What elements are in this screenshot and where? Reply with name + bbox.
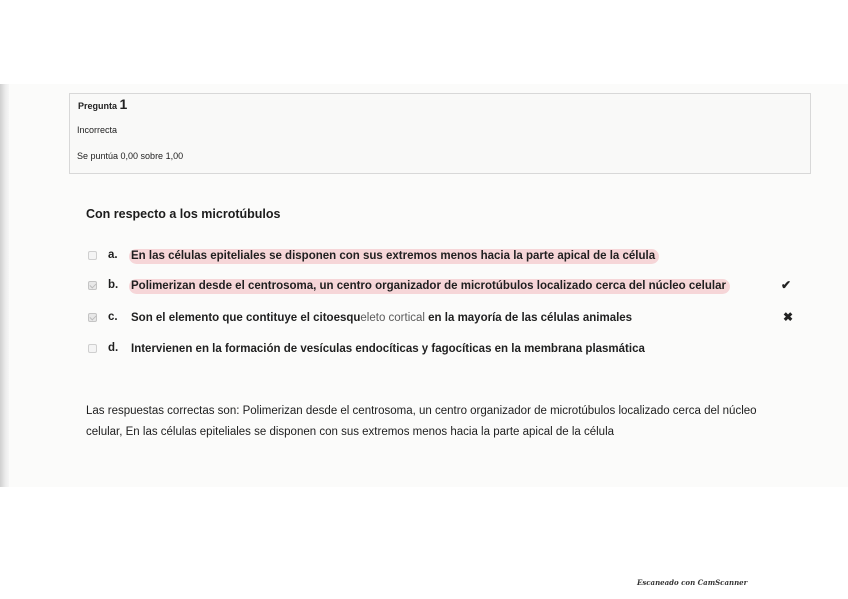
question-title bbox=[78, 96, 127, 112]
option-checkbox-c[interactable] bbox=[88, 313, 97, 322]
scanner-watermark: Escaneado con CamScanner bbox=[637, 578, 748, 587]
option-checkbox-a[interactable] bbox=[88, 251, 97, 260]
question-state: Incorrecta bbox=[77, 125, 118, 135]
question-label: Pregunta bbox=[78, 101, 118, 111]
option-text-part: Son el elemento que contituye el citoesqu bbox=[131, 312, 361, 324]
question-info-box bbox=[69, 93, 811, 174]
page-edge-shadow bbox=[0, 84, 9, 487]
option-text bbox=[129, 311, 636, 326]
answer-option-b[interactable] bbox=[88, 278, 808, 298]
check-icon: ✔ bbox=[781, 278, 792, 292]
option-text: Polimerizan desde el centrosoma, un centro organizador de microtúbulos localizado cerca del núcleo celular bbox=[129, 279, 730, 294]
option-letter: d. bbox=[108, 342, 119, 354]
option-text-part: en la mayoría de las células animales bbox=[424, 312, 633, 324]
question-number: 1 bbox=[119, 96, 128, 112]
correct-answers-feedback: Las respuestas correctas son: Polimerizan desde el centrosoma, un centro organizador de microtúbulos localizado cerca del núcleo celular, En las células epiteliales se disponen con sus extremos menos hacia la parte apical de la célula bbox=[86, 405, 757, 438]
option-text: En las células epiteliales se disponen con sus extremos menos hacia la parte apical de la célula bbox=[129, 249, 659, 264]
cross-icon: ✖ bbox=[783, 310, 794, 324]
option-letter: b. bbox=[108, 279, 119, 291]
option-text-faded-part: eleto cortical bbox=[360, 312, 425, 324]
question-text: Con respecto a los microtúbulos bbox=[86, 207, 281, 221]
option-text: Intervienen en la formación de vesículas endocíticas y fagocíticas en la membrana plasmática bbox=[131, 343, 645, 355]
answer-option-a[interactable] bbox=[88, 248, 808, 268]
option-checkbox-b[interactable] bbox=[88, 281, 97, 290]
answer-option-c[interactable] bbox=[88, 310, 808, 330]
option-checkbox-d[interactable] bbox=[88, 344, 97, 353]
answer-option-d[interactable] bbox=[88, 341, 808, 361]
option-letter: a. bbox=[108, 249, 118, 261]
question-grade: Se puntúa 0,00 sobre 1,00 bbox=[77, 151, 184, 161]
option-letter: c. bbox=[108, 311, 118, 323]
